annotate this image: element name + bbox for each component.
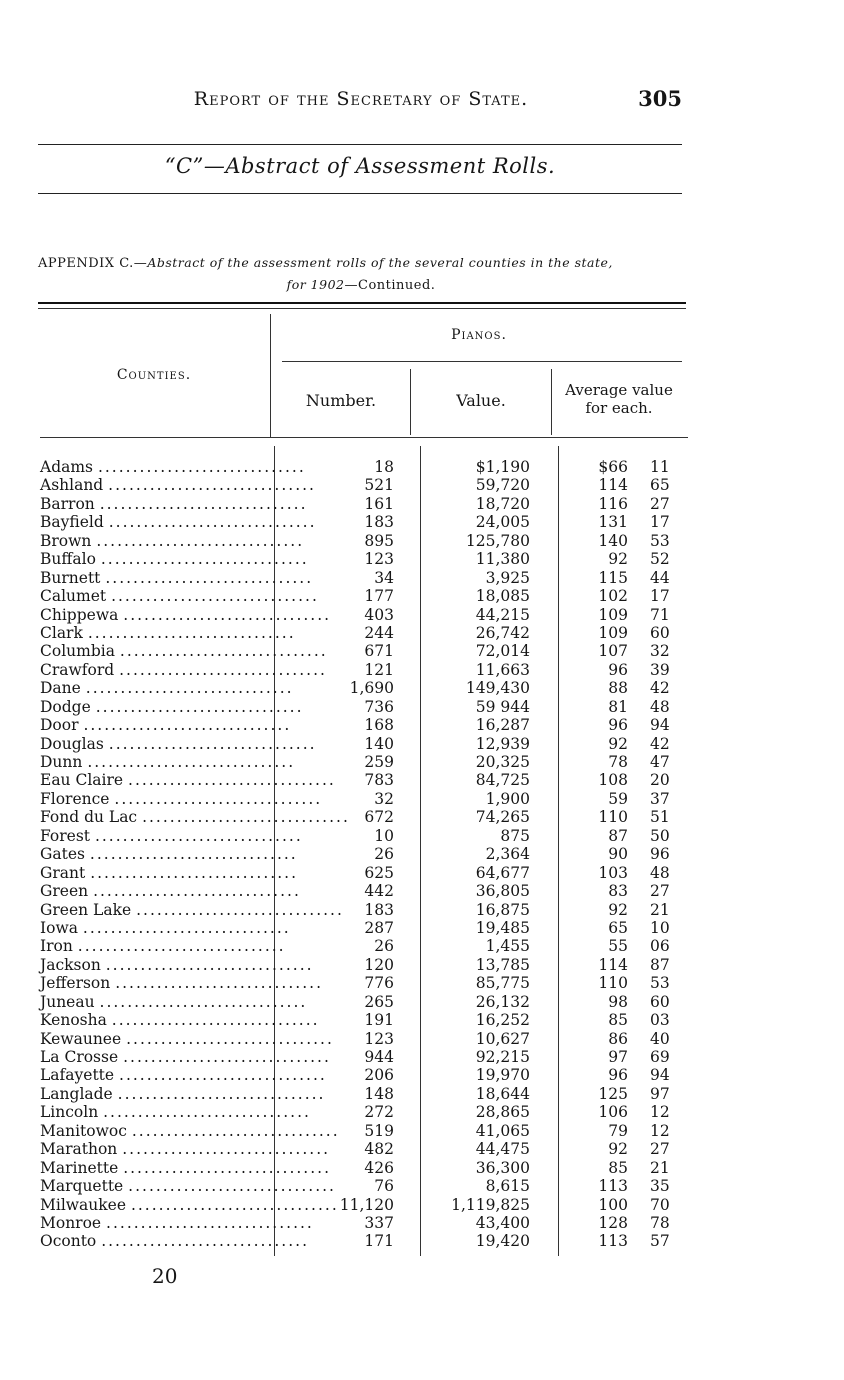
piano-value: 8,615 — [485, 1177, 530, 1196]
average-cents: 10 — [650, 918, 670, 937]
caption-italic: Abstract of the assessment rolls of the several counties in the state, — [147, 255, 613, 270]
piano-number: 34 — [374, 568, 394, 587]
average-cents: 17 — [650, 513, 670, 532]
table-row — [0, 458, 844, 476]
piano-number: 337 — [364, 1213, 394, 1232]
piano-value: 13,785 — [475, 955, 530, 974]
header-bottom-rule — [40, 437, 688, 438]
header-divider-counties — [270, 314, 271, 438]
county-name: Brown .............................. — [40, 531, 305, 550]
piano-number: 403 — [364, 605, 394, 624]
table-row — [0, 1196, 844, 1214]
average-cents: 48 — [650, 697, 670, 716]
county-name: Marquette .............................. — [40, 1177, 336, 1196]
average-cents: 42 — [650, 734, 670, 753]
county-name: Door .............................. — [40, 716, 292, 735]
piano-value: 12,939 — [475, 734, 530, 753]
average-dollars: 114 — [598, 955, 628, 974]
average-dollars: 128 — [598, 1213, 628, 1232]
average-cents: 60 — [650, 992, 670, 1011]
average-dollars: 85 — [608, 1158, 628, 1177]
average-dollars: 87 — [608, 826, 628, 845]
piano-number: 521 — [364, 476, 394, 495]
average-cents: 12 — [650, 1121, 670, 1140]
signature-mark: 20 — [152, 1264, 178, 1288]
running-title: Report of the Secretary of State. — [193, 88, 529, 110]
average-cents: 78 — [650, 1213, 670, 1232]
average-cents: 40 — [650, 1029, 670, 1048]
average-cents: 35 — [650, 1177, 670, 1196]
piano-number: 32 — [374, 789, 394, 808]
piano-number: 123 — [364, 1029, 394, 1048]
average-dollars: 125 — [598, 1084, 628, 1103]
average-cents: 69 — [650, 1048, 670, 1066]
table-row — [0, 661, 844, 679]
table-row — [0, 827, 844, 845]
table-top-rule-thin — [38, 308, 686, 309]
piano-value: 20,325 — [475, 753, 530, 771]
average-cents: 48 — [650, 863, 670, 882]
piano-number: 672 — [364, 808, 394, 827]
table-row — [0, 1140, 844, 1158]
table-row — [0, 532, 844, 550]
table-row — [0, 476, 844, 494]
piano-value: 10,627 — [475, 1029, 530, 1048]
caption-year: for 1902 — [286, 277, 345, 292]
average-cents: 17 — [650, 587, 670, 606]
piano-number: 18 — [374, 458, 394, 476]
table-row — [0, 882, 844, 900]
piano-value: 1,900 — [485, 789, 530, 808]
piano-number: 206 — [364, 1066, 394, 1085]
average-dollars: 96 — [608, 716, 628, 735]
average-dollars: 108 — [598, 771, 628, 790]
piano-number: 191 — [364, 1011, 394, 1030]
piano-value: 24,005 — [475, 513, 530, 532]
table-row — [0, 864, 844, 882]
average-dollars: 106 — [598, 1103, 628, 1122]
piano-value: 26,742 — [475, 623, 530, 642]
county-name: Fond du Lac .............................. — [40, 808, 350, 827]
average-cents: 27 — [650, 882, 670, 901]
table-row — [0, 1177, 844, 1195]
average-dollars: 83 — [608, 882, 628, 901]
average-dollars: 103 — [598, 863, 628, 882]
county-name: Clark .............................. — [40, 623, 296, 642]
average-dollars: 55 — [608, 937, 628, 956]
county-name: Burnett .............................. — [40, 568, 314, 587]
caption-prefix: APPENDIX C.— — [38, 256, 148, 271]
table-body — [0, 458, 844, 1251]
piano-number: 148 — [364, 1084, 394, 1103]
average-cents: 94 — [650, 1066, 670, 1085]
average-cents: 57 — [650, 1232, 670, 1251]
average-cents: 37 — [650, 789, 670, 808]
county-name: Marathon .............................. — [40, 1140, 331, 1159]
table-top-rule — [38, 302, 686, 304]
piano-number: 272 — [364, 1103, 394, 1122]
piano-number: 265 — [364, 992, 394, 1011]
piano-number: 736 — [364, 697, 394, 716]
column-header-number: Number. — [305, 391, 377, 410]
county-name: Milwaukee .............................. — [40, 1195, 339, 1214]
table-row — [0, 1030, 844, 1048]
average-cents: 60 — [650, 623, 670, 642]
table-row — [0, 845, 844, 863]
average-cents: 51 — [650, 808, 670, 827]
average-dollars: 109 — [598, 623, 628, 642]
table-row — [0, 771, 844, 789]
average-dollars: 59 — [608, 789, 628, 808]
table-row — [0, 606, 844, 624]
county-name: Langlade .............................. — [40, 1084, 326, 1103]
running-head — [38, 88, 684, 118]
table-row — [0, 919, 844, 937]
average-cents: 21 — [650, 900, 670, 919]
average-dollars: 98 — [608, 992, 628, 1011]
piano-value: 875 — [500, 826, 530, 845]
average-dollars: 97 — [608, 1048, 628, 1066]
table-row — [0, 1011, 844, 1029]
county-name: Dunn .............................. — [40, 753, 296, 771]
piano-number: 442 — [364, 882, 394, 901]
table-row — [0, 550, 844, 568]
piano-value: 16,252 — [475, 1011, 530, 1030]
piano-value: 2,364 — [485, 845, 530, 864]
average-cents: 27 — [650, 494, 670, 513]
county-name: Dodge .............................. — [40, 697, 304, 716]
piano-number: 183 — [364, 513, 394, 532]
piano-value: $1,190 — [475, 458, 530, 476]
county-name: Manitowoc .............................. — [40, 1121, 340, 1140]
rule-under-subtitle — [38, 193, 682, 194]
county-name: Columbia .............................. — [40, 642, 328, 661]
county-name: Kenosha .............................. — [40, 1011, 320, 1030]
table-row — [0, 587, 844, 605]
piano-number: 783 — [364, 771, 394, 790]
average-dollars: 131 — [598, 513, 628, 532]
piano-value: 59,720 — [475, 476, 530, 495]
average-dollars: 102 — [598, 587, 628, 606]
average-cents: 20 — [650, 771, 670, 790]
county-name: Oconto .............................. — [40, 1232, 310, 1251]
county-name: Buffalo .............................. — [40, 550, 309, 569]
county-name: Lincoln .............................. — [40, 1103, 311, 1122]
county-name: Chippewa .............................. — [40, 605, 332, 624]
piano-value: 44,475 — [475, 1140, 530, 1159]
piano-number: 1,690 — [349, 679, 394, 698]
average-cents: 87 — [650, 955, 670, 974]
average-dollars: 86 — [608, 1029, 628, 1048]
county-name: Green .............................. — [40, 882, 301, 901]
average-cents: 65 — [650, 476, 670, 495]
average-dollars: 92 — [608, 550, 628, 569]
piano-value: 44,215 — [475, 605, 530, 624]
column-header-counties: Counties. — [116, 367, 192, 383]
table-row — [0, 1214, 844, 1232]
average-dollars: 110 — [598, 808, 628, 827]
table-row — [0, 513, 844, 531]
group-header-pianos: Pianos. — [451, 327, 507, 343]
table-row — [0, 901, 844, 919]
average-dollars: 65 — [608, 918, 628, 937]
piano-number: 11,120 — [339, 1195, 394, 1214]
header-divider-pianos — [282, 361, 682, 362]
piano-number: 519 — [364, 1121, 394, 1140]
average-dollars: 92 — [608, 1140, 628, 1159]
table-caption — [38, 252, 684, 296]
average-dollars: 88 — [608, 679, 628, 698]
county-name: Douglas .............................. — [40, 734, 317, 753]
average-dollars: 109 — [598, 605, 628, 624]
county-name: Crawford .............................. — [40, 660, 327, 679]
county-name: Adams .............................. — [40, 458, 306, 476]
piano-value: 18,085 — [475, 587, 530, 606]
table-row — [0, 1066, 844, 1084]
county-name: Green Lake .............................. — [40, 900, 344, 919]
county-name: Florence .............................. — [40, 789, 323, 808]
column-header-value: Value. — [456, 391, 506, 410]
table-row — [0, 974, 844, 992]
piano-value: 74,265 — [475, 808, 530, 827]
county-name: Kewaunee .............................. — [40, 1029, 334, 1048]
average-cents: 03 — [650, 1011, 670, 1030]
county-name: Juneau .............................. — [40, 992, 308, 1011]
piano-number: 161 — [364, 494, 394, 513]
piano-number: 287 — [364, 918, 394, 937]
table-row — [0, 1085, 844, 1103]
county-name: Calumet .............................. — [40, 587, 319, 606]
piano-number: 140 — [364, 734, 394, 753]
piano-number: 895 — [364, 531, 394, 550]
piano-number: 671 — [364, 642, 394, 661]
piano-value: 1,455 — [485, 937, 530, 956]
county-name: La Crosse .............................. — [40, 1048, 331, 1066]
county-name: Gates .............................. — [40, 845, 298, 864]
piano-value: 19,970 — [475, 1066, 530, 1085]
average-cents: 12 — [650, 1103, 670, 1122]
column-header-average: Average value for each. — [565, 381, 673, 417]
piano-value: 41,065 — [475, 1121, 530, 1140]
piano-value: 85,775 — [475, 974, 530, 993]
average-dollars: 107 — [598, 642, 628, 661]
piano-value: 125,780 — [465, 531, 530, 550]
average-cents: 53 — [650, 531, 670, 550]
average-cents: 11 — [650, 458, 670, 476]
piano-value: 19,420 — [475, 1232, 530, 1251]
piano-value: 19,485 — [475, 918, 530, 937]
piano-value: 43,400 — [475, 1213, 530, 1232]
table-row — [0, 1122, 844, 1140]
table-row — [0, 1232, 844, 1250]
table-row — [0, 790, 844, 808]
average-cents: 47 — [650, 753, 670, 771]
average-dollars: 90 — [608, 845, 628, 864]
piano-value: 64,677 — [475, 863, 530, 882]
piano-number: 244 — [364, 623, 394, 642]
piano-number: 171 — [364, 1232, 394, 1251]
county-name: Lafayette .............................. — [40, 1066, 327, 1085]
piano-number: 10 — [374, 826, 394, 845]
piano-number: 26 — [374, 845, 394, 864]
piano-value: 149,430 — [465, 679, 530, 698]
average-cents: 21 — [650, 1158, 670, 1177]
average-dollars: 96 — [608, 1066, 628, 1085]
average-dollars: 85 — [608, 1011, 628, 1030]
average-cents: 97 — [650, 1084, 670, 1103]
piano-value: 11,380 — [475, 550, 530, 569]
average-cents: 94 — [650, 716, 670, 735]
piano-value: 59 944 — [475, 697, 530, 716]
piano-value: 26,132 — [475, 992, 530, 1011]
piano-number: 259 — [364, 753, 394, 771]
table-row — [0, 937, 844, 955]
table-row — [0, 753, 844, 771]
piano-number: 26 — [374, 937, 394, 956]
piano-value: 1,119,825 — [451, 1195, 530, 1214]
table-row — [0, 993, 844, 1011]
average-cents: 44 — [650, 568, 670, 587]
table-row — [0, 495, 844, 513]
county-name: Ashland .............................. — [40, 476, 316, 495]
average-dollars: 113 — [598, 1232, 628, 1251]
piano-number: 123 — [364, 550, 394, 569]
average-dollars: 113 — [598, 1177, 628, 1196]
average-cents: 52 — [650, 550, 670, 569]
piano-number: 120 — [364, 955, 394, 974]
average-cents: 71 — [650, 605, 670, 624]
county-name: Monroe .............................. — [40, 1213, 314, 1232]
table-row — [0, 716, 844, 734]
table-row — [0, 735, 844, 753]
county-name: Grant .............................. — [40, 863, 298, 882]
average-dollars: 79 — [608, 1121, 628, 1140]
piano-number: 183 — [364, 900, 394, 919]
piano-value: 3,925 — [485, 568, 530, 587]
table-row — [0, 956, 844, 974]
piano-number: 121 — [364, 660, 394, 679]
table-row — [0, 698, 844, 716]
page-number: 305 — [638, 86, 682, 111]
average-dollars: 110 — [598, 974, 628, 993]
average-dollars: 78 — [608, 753, 628, 771]
table-row — [0, 624, 844, 642]
county-name: Iron .............................. — [40, 937, 286, 956]
average-dollars: 116 — [598, 494, 628, 513]
average-cents: 50 — [650, 826, 670, 845]
county-name: Marinette .............................. — [40, 1158, 332, 1177]
county-name: Bayfield .............................. — [40, 513, 317, 532]
piano-number: 482 — [364, 1140, 394, 1159]
average-cents: 53 — [650, 974, 670, 993]
average-dollars: 92 — [608, 734, 628, 753]
average-cents: 32 — [650, 642, 670, 661]
average-dollars: 140 — [598, 531, 628, 550]
average-dollars: 114 — [598, 476, 628, 495]
rule-top — [38, 144, 682, 145]
county-name: Forest .............................. — [40, 826, 303, 845]
average-dollars: 96 — [608, 660, 628, 679]
county-name: Iowa .............................. — [40, 918, 291, 937]
piano-number: 776 — [364, 974, 394, 993]
table-row — [0, 642, 844, 660]
piano-value: 72,014 — [475, 642, 530, 661]
piano-value: 36,300 — [475, 1158, 530, 1177]
table-row — [0, 808, 844, 826]
average-cents: 39 — [650, 660, 670, 679]
average-cents: 27 — [650, 1140, 670, 1159]
piano-value: 16,875 — [475, 900, 530, 919]
county-name: Jackson .............................. — [40, 955, 314, 974]
piano-value: 28,865 — [475, 1103, 530, 1122]
county-name: Eau Claire .............................. — [40, 771, 336, 790]
average-cents: 70 — [650, 1195, 670, 1214]
table-row — [0, 1159, 844, 1177]
average-dollars: 92 — [608, 900, 628, 919]
average-dollars: $66 — [598, 458, 628, 476]
piano-value: 36,805 — [475, 882, 530, 901]
piano-value: 92,215 — [475, 1048, 530, 1066]
piano-number: 76 — [374, 1177, 394, 1196]
piano-value: 84,725 — [475, 771, 530, 790]
piano-value: 16,287 — [475, 716, 530, 735]
piano-value: 18,720 — [475, 494, 530, 513]
section-subtitle: “C”—Abstract of Assessment Rolls. — [164, 154, 556, 178]
table-row — [0, 679, 844, 697]
caption-continued: —Continued. — [344, 278, 436, 293]
county-name: Jefferson .............................. — [40, 974, 323, 993]
piano-number: 944 — [364, 1048, 394, 1066]
piano-value: 11,663 — [475, 660, 530, 679]
piano-number: 625 — [364, 863, 394, 882]
average-dollars: 115 — [598, 568, 628, 587]
table-row — [0, 1103, 844, 1121]
piano-value: 18,644 — [475, 1084, 530, 1103]
average-cents: 96 — [650, 845, 670, 864]
county-name: Barron .............................. — [40, 494, 308, 513]
average-cents: 42 — [650, 679, 670, 698]
average-cents: 06 — [650, 937, 670, 956]
average-dollars: 81 — [608, 697, 628, 716]
average-dollars: 100 — [598, 1195, 628, 1214]
county-name: Dane .............................. — [40, 679, 294, 698]
table-row — [0, 1048, 844, 1066]
table-row — [0, 569, 844, 587]
piano-number: 426 — [364, 1158, 394, 1177]
piano-number: 168 — [364, 716, 394, 735]
piano-number: 177 — [364, 587, 394, 606]
